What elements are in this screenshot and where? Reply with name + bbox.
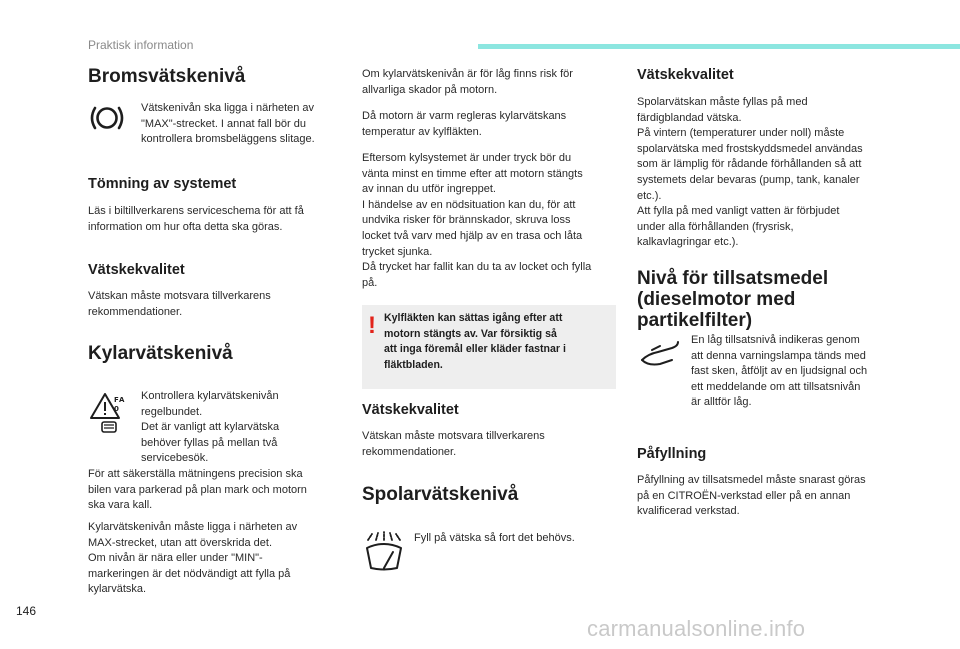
fluid-quality-text-1: Vätskan måste motsvara tillverkarens rekommendationer. <box>88 290 271 318</box>
svg-text:A: A <box>119 396 125 404</box>
coolant-icon-text: Kontrollera kylarvätskenivån regelbundet. Det är vanligt att kylarvätska behöver fyllas på mellan två servicebesök. <box>141 390 280 465</box>
coolant-low-text: Om kylarvätskenivån är för låg finns risk för allvarliga skador på motorn. <box>362 68 573 96</box>
drain-title: Tömning av systemet <box>88 176 237 192</box>
coolant-temp-text: Då motorn är varm regleras kylarvätskans temperatur av kylfläkten. <box>362 110 567 138</box>
coolant-warning-icon <box>88 392 130 434</box>
coolant-pressure-text: Eftersom kylsystemet är under tryck bör du vänta minst en timme efter att motorn stängts av innan du utför ingreppet. I händelse av en nödsituation kan du, för att undvika risker för brännskador, skruva loss locket två varv med hjälp av en trasa och låta trycket sjunka. Då trycket har fallit kan du ta av locket och fylla på. <box>362 152 592 289</box>
brake-warning-icon <box>88 103 126 133</box>
warning-mark-icon: ! <box>368 312 376 339</box>
brake-fluid-text: Vätskenivån ska ligga i närheten av "MAX"-strecket. I annat fall bör du kontrollera bromsbeläggens slitage. <box>141 102 315 146</box>
warning-text: Kylfläkten kan sättas igång efter att motorn stängts av. Var försiktig så att inga föremål eller kläder fastnar i fläktbladen. <box>384 312 566 371</box>
coolant-title: Kylarvätskenivå <box>88 343 233 364</box>
washer-quality-text: Spolarvätskan måste fyllas på med färdigblandad vätska. På vintern (temperaturer under noll) måste spolarvätska med frostskyddsmedel användas som är lämplig för rådande förhållanden så att systemets delar bevaras (pump, tank, kanaler etc.). Att fylla på med vanligt vatten är förbjudet under alla förhållanden (frysrisk, kalkavlagringar etc.). <box>637 96 863 249</box>
fluid-quality-title-2: Vätskekvalitet <box>362 402 459 418</box>
page-number: 146 <box>16 604 37 618</box>
coolant-text-2: Kylarvätskenivån måste ligga i närheten av MAX-strecket, utan att överskrida det. Om nivån är nära eller under "MIN"- markeringen är det nödvändigt att fylla på kylarvätska. <box>88 521 298 596</box>
washer-fluid-text: Fyll på vätska så fort det behövs. <box>414 532 575 544</box>
washer-fluid-icon <box>364 530 404 572</box>
brake-fluid-title: Bromsvätskenivå <box>88 66 246 87</box>
accent-bar <box>478 44 960 49</box>
refill-text: Påfyllning av tillsatsmedel måste snarast göras på en CITROËN-verkstad eller på en annan kvalificerad verkstad. <box>637 474 866 518</box>
additive-text: En låg tillsatsnivå indikeras genom att denna varningslampa tänds med fast sken, åtföljt av en ljudsignal och ett meddelande om att tillsatsnivån är alltför låg. <box>691 334 868 409</box>
fluid-quality-text-2: Vätskan måste motsvara tillverkarens rekommendationer. <box>362 430 545 458</box>
section-label: Praktisk information <box>88 38 194 52</box>
fluid-quality-title-1: Vätskekvalitet <box>88 262 185 278</box>
svg-text:0: 0 <box>114 405 119 413</box>
svg-text:F: F <box>114 396 119 404</box>
washer-fluid-title: Spolarvätskenivå <box>362 484 519 505</box>
refill-title: Påfyllning <box>637 446 707 462</box>
additive-warning-icon <box>638 336 682 370</box>
coolant-text-1: För att säkerställa mätningens precision ska bilen vara parkerad på plan mark och motorn ska vara kall. <box>88 468 307 512</box>
watermark: carmanualsonline.info <box>587 616 806 641</box>
drain-text: Läs i biltillverkarens serviceschema för att få information om hur ofta detta ska göras. <box>88 205 304 233</box>
additive-title: Nivå för tillsatsmedel (dieselmotor med partikelfilter) <box>637 268 829 331</box>
washer-quality-title: Vätskekvalitet <box>637 67 734 83</box>
